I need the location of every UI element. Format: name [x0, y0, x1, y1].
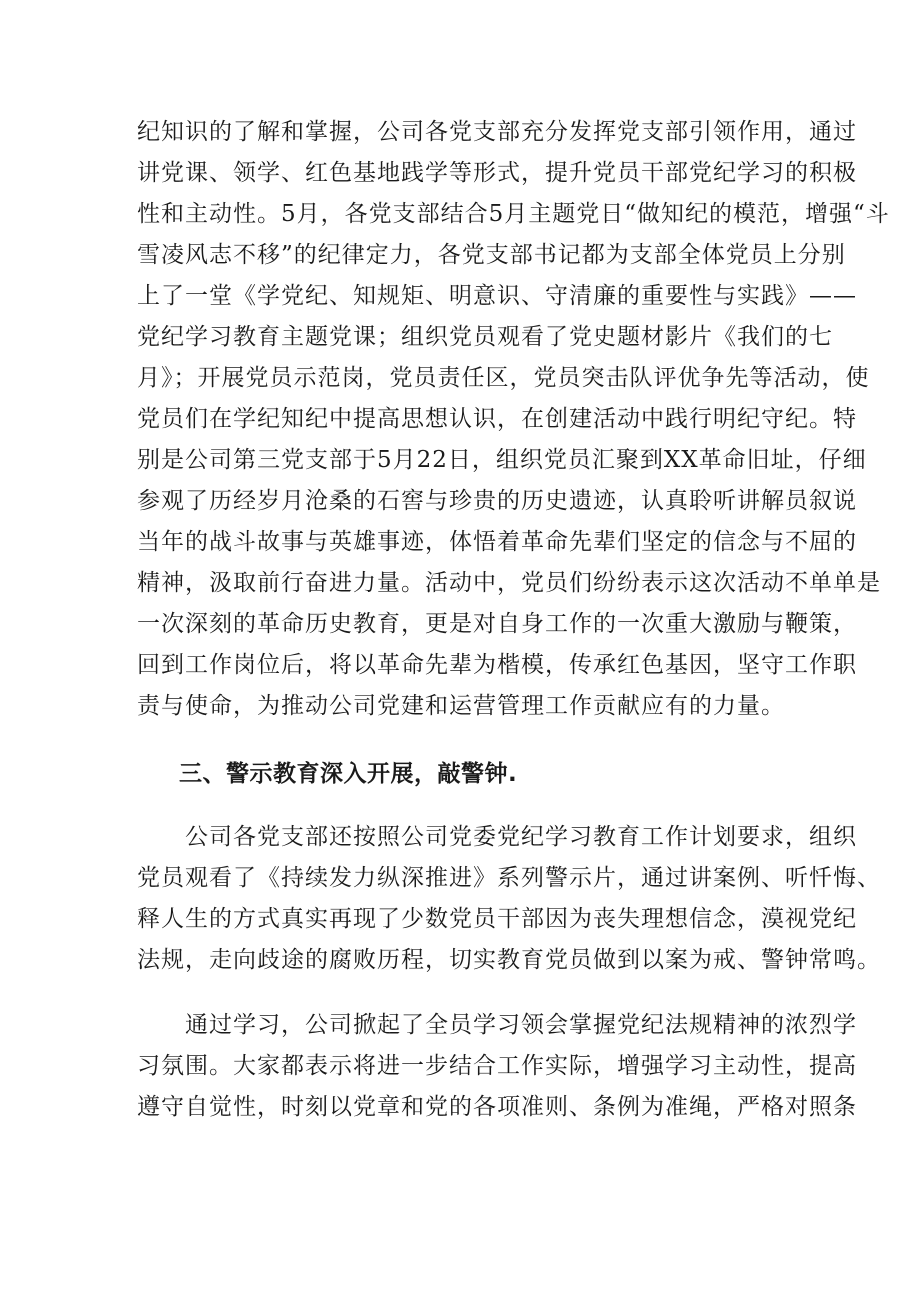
- text-line: 别是公司第三党支部于5月22日，组织党员汇聚到XX革命旧址，仔细: [137, 447, 867, 473]
- section-heading: 三、警示教育深入开展，敲警钟.: [179, 761, 518, 787]
- text-line: 责与使命，为推动公司党建和运营管理工作贡献应有的力量。: [137, 693, 785, 719]
- paragraph-conclusion: [137, 1005, 857, 1128]
- text-line: 精神，汲取前行奋进力量。活动中，党员们纷纷表示这次活动不单单是: [137, 570, 881, 596]
- text-line: 上了一堂《学党纪、知规矩、明意识、守清廉的重要性与实践》——: [137, 283, 857, 309]
- text-line: 释人生的方式真实再现了少数党员干部因为丧失理想信念，漠视党纪: [137, 906, 857, 932]
- text-line: 通过学习，公司掀起了全员学习领会掌握党纪法规精神的浓烈学: [185, 1012, 857, 1038]
- text-line: 党纪学习教育主题党课；组织党员观看了党史题材影片《我们的七: [137, 324, 833, 350]
- spacer: [137, 981, 792, 1005]
- text-line: 参观了历经岁月沧桑的石窖与珍贵的历史遗迹，认真聆听讲解员叙说: [137, 488, 857, 514]
- document-body: [137, 112, 890, 1128]
- spacer: [137, 727, 792, 754]
- text-line: 回到工作岗位后，将以革命先辈为楷模，传承红色基因，坚守工作职: [137, 652, 857, 678]
- text-line: 习氛围。大家都表示将进一步结合工作实际，增强学习主动性，提高: [137, 1053, 857, 1079]
- text-line: 当年的战斗故事与英雄事迹，体悟着革命先辈们坚定的信念与不屈的: [137, 529, 857, 555]
- text-line: 法规，走向歧途的腐败历程，切实教育党员做到以案为戒、警钟常鸣。: [137, 947, 881, 973]
- paragraph-activities: [137, 112, 890, 727]
- text-line: 党员观看了《持续发力纵深推进》系列警示片，通过讲案例、听忏悔、: [137, 865, 881, 891]
- text-line: 遵守自觉性，时刻以党章和党的各项准则、条例为准绳，严格对照条: [137, 1094, 857, 1120]
- text-line: 雪凌风志不移”的纪律定力，各党支部书记都为支部全体党员上分别: [137, 242, 846, 268]
- text-line: 月》；开展党员示范岗，党员责任区，党员突击队评优争先等活动，使: [137, 365, 870, 391]
- text-line: 纪知识的了解和掌握，公司各党支部充分发挥党支部引领作用，通过: [137, 119, 857, 145]
- text-line: 性和主动性。5月，各党支部结合5月主题党日“做知纪的模范，增强“斗: [137, 201, 890, 227]
- spacer: [137, 795, 792, 817]
- text-line: 一次深刻的革命历史教育，更是对自身工作的一次重大激励与鞭策，: [137, 611, 857, 637]
- text-line: 讲党课、领学、红色基地践学等形式，提升党员干部党纪学习的积极: [137, 160, 857, 186]
- text-line: 党员们在学纪知纪中提高思想认识，在创建活动中践行明纪守纪。特: [137, 406, 857, 432]
- text-line: 公司各党支部还按照公司党委党纪学习教育工作计划要求，组织: [185, 824, 857, 850]
- paragraph-warning-education: [137, 817, 881, 981]
